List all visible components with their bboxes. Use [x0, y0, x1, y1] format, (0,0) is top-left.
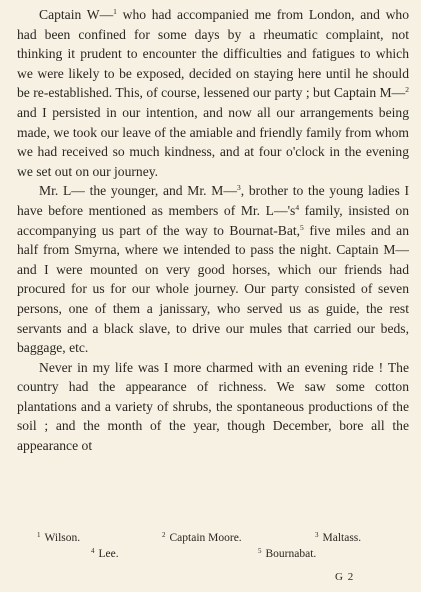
paragraph-1 — [17, 5, 409, 181]
paragraph-2 — [17, 181, 409, 357]
footnote-text: Captain Moore. — [169, 532, 242, 544]
footnote-3 — [315, 530, 361, 546]
page-body — [17, 5, 409, 456]
footnote-number: 2 — [162, 531, 166, 539]
paragraph-3 — [17, 358, 409, 456]
footnote-marker: 3 — [236, 183, 241, 193]
footnote-2 — [162, 530, 242, 546]
paragraph-text: Captain W— — [39, 7, 114, 22]
footnotes — [17, 530, 409, 562]
footnote-1 — [37, 530, 80, 546]
footnote-number: 4 — [91, 547, 95, 555]
paragraph-text: five miles and an half from Smyrna, where we intended to pass the night. Captain M— and I were mounted on very good horses, which our friends had procured for us for our whole journey. Our party consisted of seven persons, one of them a janissary, who served us as guide, the rest servants and a black slave, to drive our mules that carried our beds, baggage, etc. — [17, 222, 409, 356]
footnote-5 — [258, 546, 316, 562]
footnote-row-2 — [17, 546, 409, 562]
footnote-number: 1 — [37, 531, 41, 539]
paragraph-text: Mr. L— the younger, and Mr. M— — [39, 183, 237, 199]
footnote-text: Maltass. — [322, 532, 362, 544]
paragraph-text: who had accompanied me from London, and who had been confined for some days by a rheumatic complaint, not thinking it prudent to encounter the difficulties and fatigues to which we were likely to be exposed, decided on staying here until he should be re-established. This, of course, lessened our party ; but Captain M— — [17, 7, 410, 101]
paragraph-text: family, insisted on accompanying us part of the way to Bournat-Bat, — [17, 202, 410, 238]
paragraph-text: Never in my life was I more charmed with an evening ride ! The country had the appearance of richness. We saw some cotton plantations and a variety of shrubs, the spontaneous productions of the soil ; and the month of the year, though December, bore all the appearance ot — [17, 359, 409, 454]
footnote-number: 3 — [315, 531, 319, 539]
footnote-text: Wilson. — [44, 532, 81, 544]
footnote-4 — [91, 546, 119, 562]
footnote-marker: 1 — [113, 7, 117, 16]
signature-mark: G 2 — [335, 571, 355, 583]
paragraph-text: and I persisted in our intention, and now all our arrangements being made, we took our leave of the amiable and friendly family from whom we had received so much kindness, and at four o'clock in the evening we set out on our journey. — [17, 104, 409, 179]
footnote-text: Bournabat. — [265, 548, 317, 560]
footnote-text: Lee. — [98, 548, 119, 560]
footnote-number: 5 — [258, 547, 262, 555]
footnote-marker: 5 — [300, 222, 304, 232]
footnote-row-1 — [17, 530, 409, 546]
footnote-marker: 2 — [405, 85, 409, 95]
paragraph-text: , brother to the young ladies I have before mentioned as members of Mr. L—'s — [17, 183, 409, 218]
footnote-marker: 4 — [295, 202, 300, 212]
